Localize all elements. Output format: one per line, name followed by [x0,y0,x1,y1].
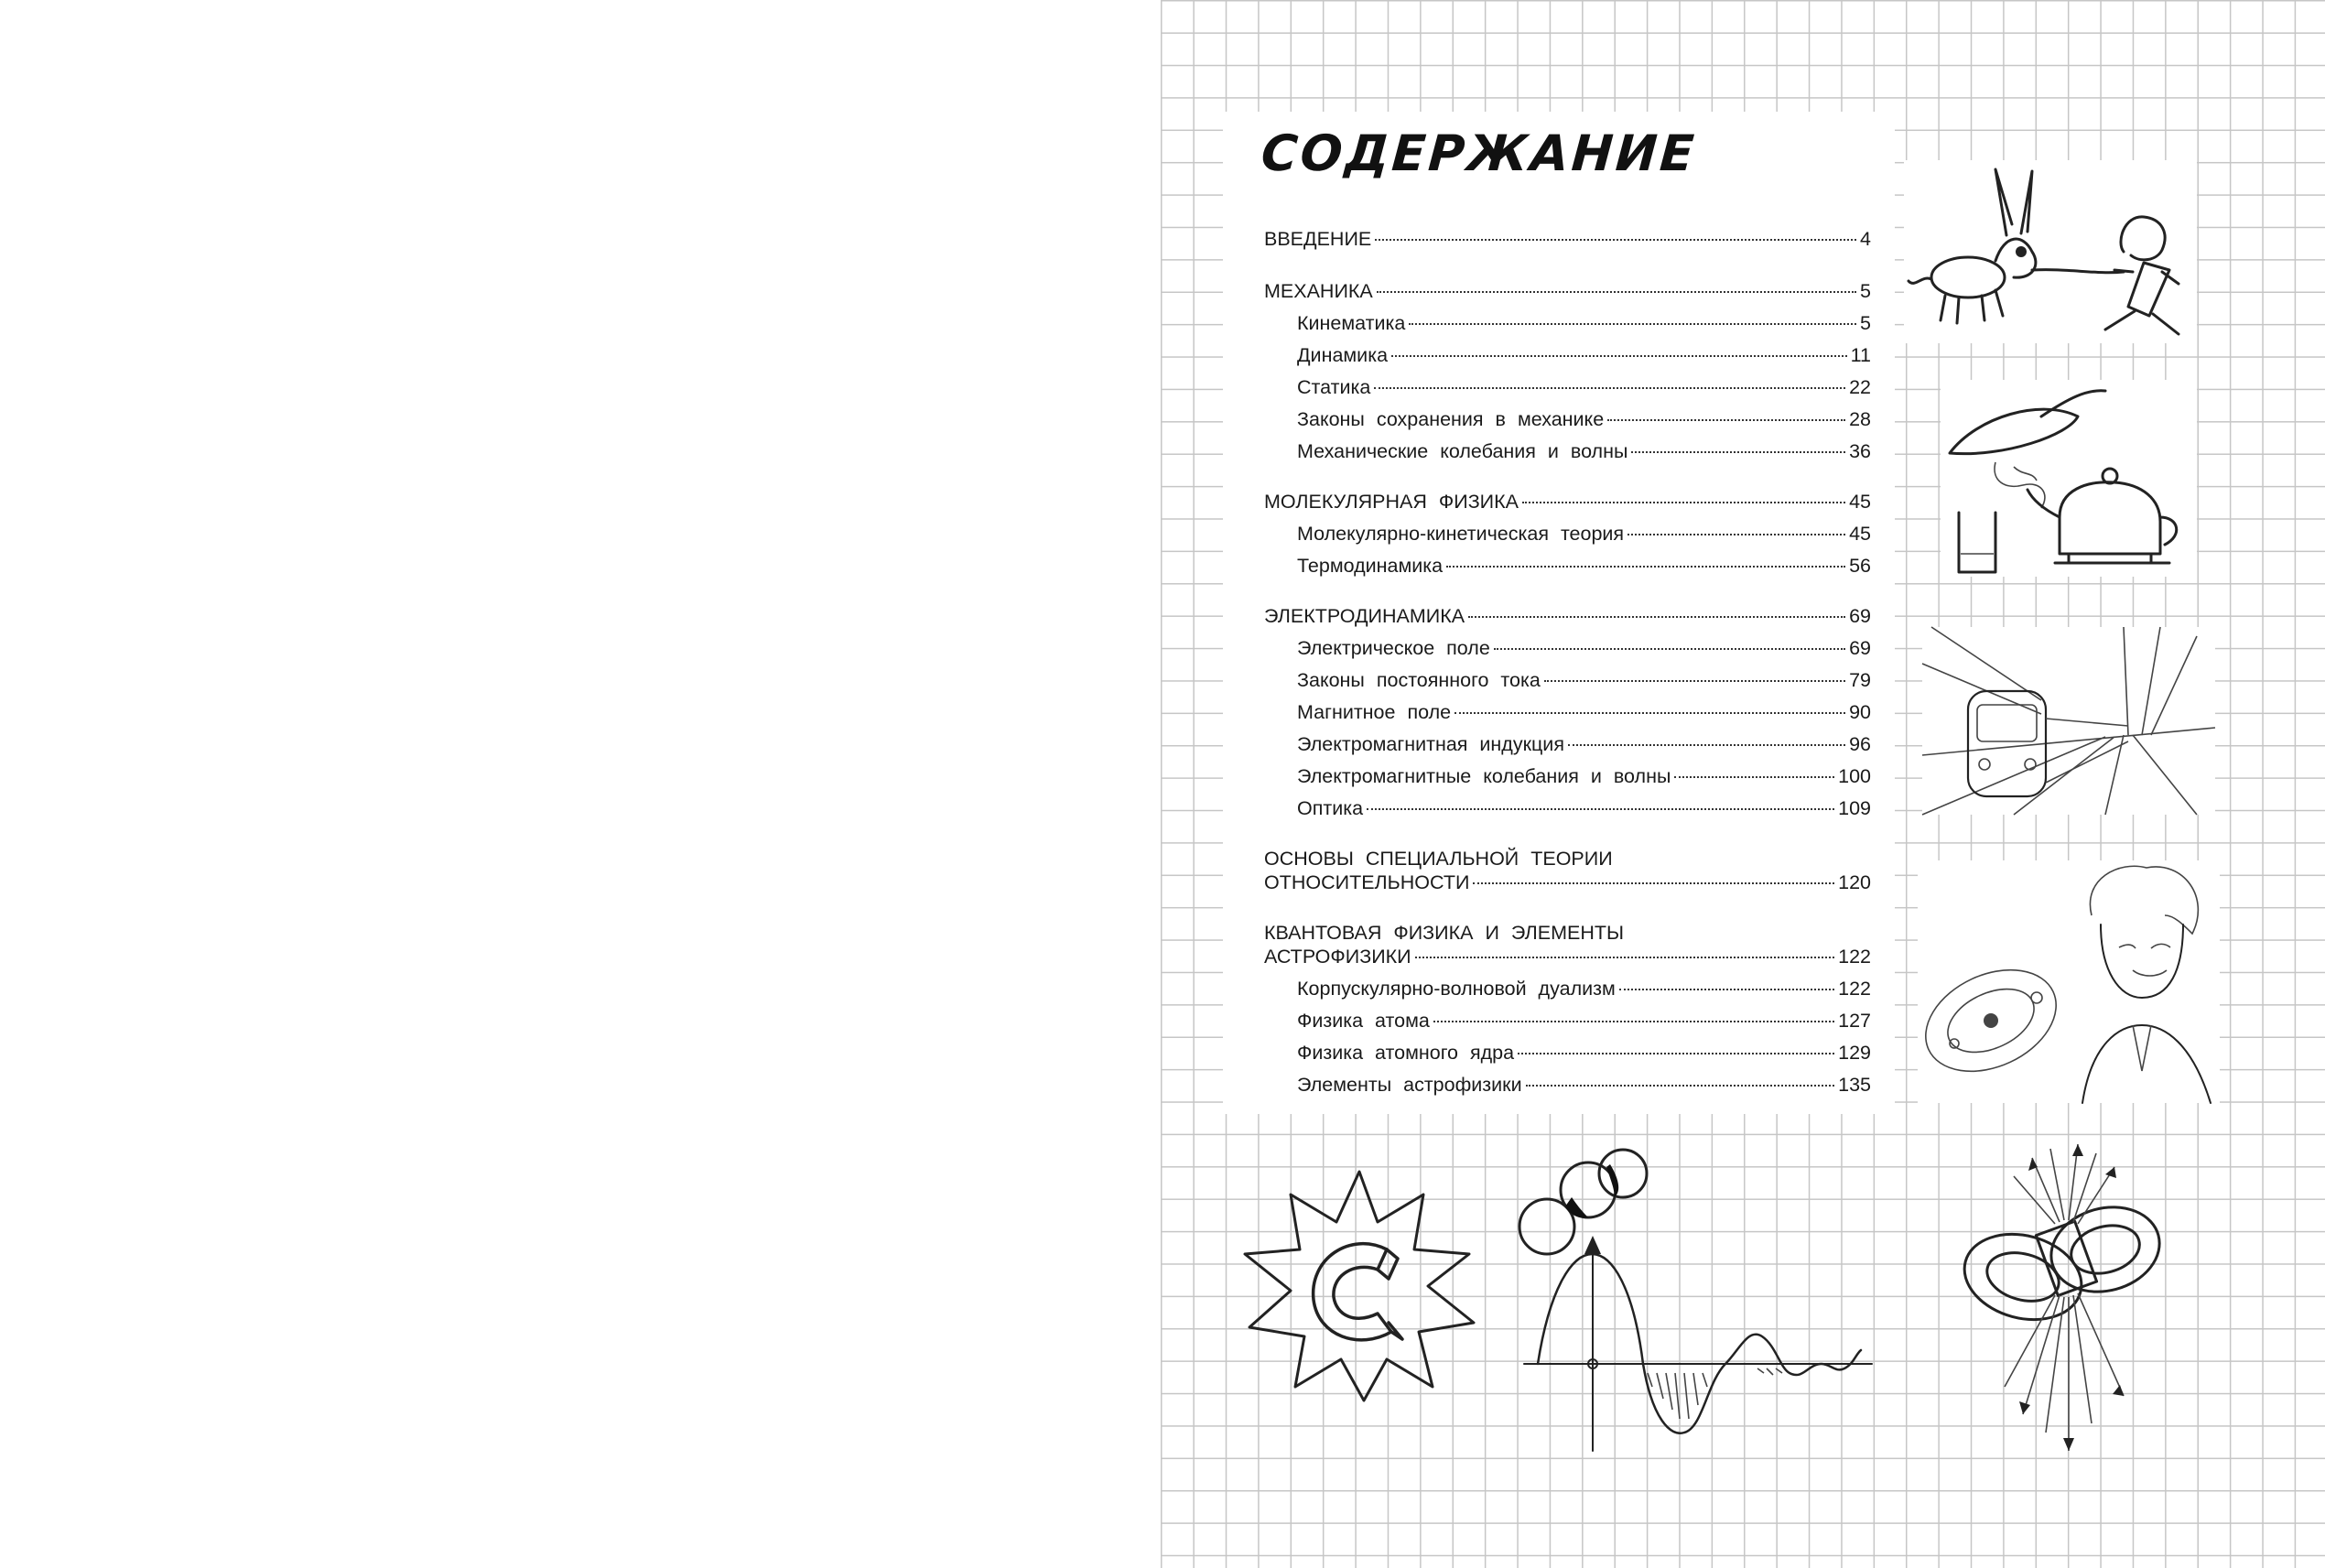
toc-entry-page: 45 [1849,491,1871,513]
dot-leader [1468,616,1845,618]
einstein-portrait-icon [1918,860,2220,1103]
toc-entry-title: Физика атома [1297,1010,1430,1032]
dot-leader [1433,1021,1834,1022]
dot-leader [1375,239,1856,241]
dot-leader [1674,776,1834,778]
boiling-kettle-icon [1941,380,2197,577]
toc-subentry[interactable] [1297,375,1871,399]
toc-entry-page: 122 [1838,978,1871,1000]
dot-leader [1494,648,1845,650]
dot-leader [1415,957,1835,958]
dot-leader [1631,451,1845,453]
toc-entry-page: 28 [1849,408,1871,430]
toc-entry-title: Кинематика [1297,312,1406,334]
toc-entry-page: 69 [1849,637,1871,659]
toc-subentry[interactable] [1297,311,1871,335]
toc-subentry[interactable] [1297,700,1871,724]
toc-entry-title: Законы постоянного тока [1297,669,1541,691]
dot-leader [1628,534,1845,535]
dot-leader [1568,744,1845,746]
dot-leader [1409,323,1856,325]
toc-entry-title: Оптика [1297,797,1364,819]
magnetic-field-icon [1950,1140,2188,1469]
dot-leader [1446,566,1845,568]
dot-leader [1544,680,1845,682]
toc-entry-page: 96 [1849,733,1871,755]
dot-leader [1377,291,1856,293]
toc-entry-page: 11 [1850,344,1871,366]
toc-subentry[interactable] [1297,1009,1871,1033]
dot-leader [1522,502,1845,503]
toc-entry-title: МЕХАНИКА [1264,280,1373,302]
toc-entry-title: МОЛЕКУЛЯРНАЯ ФИЗИКА [1264,491,1519,513]
dot-leader [1391,355,1847,357]
toc-subentry[interactable] [1297,977,1871,1000]
toc-entry[interactable] [1264,279,1871,303]
toc-entry[interactable] [1264,227,1871,251]
toc-subentry[interactable] [1297,1073,1871,1097]
toc-entry-title: Электрическое поле [1297,637,1490,659]
toc-entry-page: 5 [1860,312,1871,334]
toc-entry-title: Электромагнитная индукция [1297,733,1564,755]
toc-entry-title: Молекулярно-кинетическая теория [1297,523,1625,545]
toc-entry-page: 127 [1838,1010,1871,1032]
toc-entry-page: 4 [1860,228,1871,250]
toc-subentry[interactable] [1297,439,1871,463]
toc-entry-page: 120 [1838,871,1871,893]
toc-entry-page: 129 [1838,1042,1871,1064]
toc-entry-title: Законы сохранения в механике [1297,408,1605,430]
toc-entry-title: Механические колебания и волны [1297,440,1628,462]
dot-leader [1367,808,1834,810]
toc-entry-title: Корпускулярно-волновой дуализм [1297,978,1616,1000]
toc-subentry[interactable] [1297,668,1871,692]
page-title: СОДЕРЖАНИЕ [1259,124,1699,182]
toc-entry-title: Термодинамика [1297,555,1444,577]
toc-entry-title: Статика [1297,376,1371,398]
magnet-burst-icon [1240,1167,1478,1405]
toc-entry-page: 100 [1838,765,1871,787]
toc-entry-page: 135 [1838,1074,1871,1096]
dot-leader [1526,1085,1835,1087]
dot-leader [1374,387,1845,389]
toc-entry-page: 36 [1849,440,1871,462]
dot-leader [1473,882,1834,884]
toc-entry-title: Динамика [1297,344,1389,366]
dot-leader [1619,989,1834,990]
toc-entry-title: ОТНОСИТЕЛЬНОСТИ [1264,871,1470,893]
wave-graph-icon [1515,1236,1881,1455]
dot-leader [1454,712,1845,714]
toc-entry-title: ВВЕДЕНИЕ [1264,228,1372,250]
toc-subentry[interactable] [1297,796,1871,820]
toc-entry-page: 90 [1849,701,1871,723]
subway-train-icon [1922,627,2215,815]
toc-entry[interactable] [1264,945,1871,968]
toc-subentry[interactable] [1297,636,1871,660]
toc-entry[interactable] [1264,604,1871,628]
toc-subentry[interactable] [1297,764,1871,788]
toc-entry[interactable] [1264,490,1871,514]
toc-entry-title: Физика атомного ядра [1297,1042,1515,1064]
toc-entry-page: 22 [1849,376,1871,398]
left-blank-page [0,0,1161,1568]
toc-subentry[interactable] [1297,732,1871,756]
toc-entry-title: Электромагнитные колебания и волны [1297,765,1671,787]
toc-entry-page: 79 [1849,669,1871,691]
dot-leader [1518,1053,1834,1054]
toc-subentry[interactable] [1297,407,1871,431]
toc-entry-page: 5 [1860,280,1871,302]
toc-entry-page: 109 [1838,797,1871,819]
toc-subentry[interactable] [1297,343,1871,367]
toc-entry-page: 45 [1849,523,1871,545]
toc-entry[interactable] [1264,871,1871,894]
donkey-and-man-icon [1904,160,2197,343]
toc-subentry[interactable] [1297,522,1871,546]
toc-entry-title: Элементы астрофизики [1297,1074,1522,1096]
dot-leader [1607,419,1845,421]
toc-entry-page: 69 [1849,605,1871,627]
toc-subentry[interactable] [1297,1041,1871,1065]
toc-entry-title: ЭЛЕКТРОДИНАМИКА [1264,605,1465,627]
toc-entry-title: Магнитное поле [1297,701,1452,723]
toc-entry-title: АСТРОФИЗИКИ [1264,946,1411,968]
toc-entry-title-line1: КВАНТОВАЯ ФИЗИКА И ЭЛЕМЕНТЫ [1264,922,1625,944]
toc-entry-title-line1: ОСНОВЫ СПЕЦИАЛЬНОЙ ТЕОРИИ [1264,848,1613,870]
toc-entry-page: 122 [1838,946,1871,968]
toc-subentry[interactable] [1297,554,1871,578]
toc-entry-page: 56 [1849,555,1871,577]
